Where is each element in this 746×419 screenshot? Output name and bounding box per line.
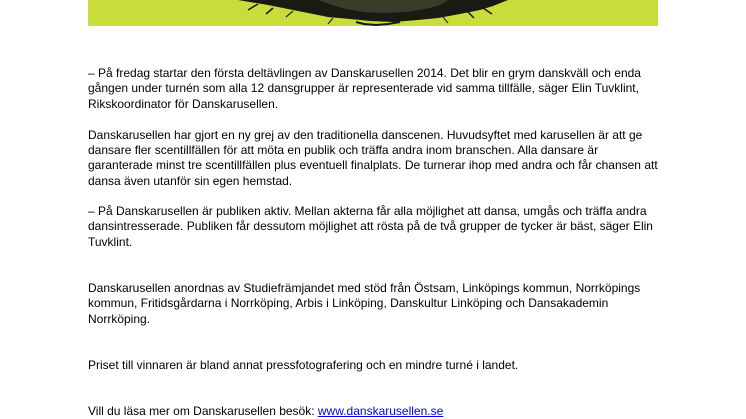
website-link[interactable]: www.danskarusellen.se — [317, 404, 444, 419]
read-more-text: Vill du läsa mer om Danskarusellen besök: — [88, 404, 318, 419]
paragraph-prize: Priset till vinnaren är bland annat pressfotografering och en mindre turné i landet. — [88, 357, 519, 372]
paragraph-organizers: Danskarusellen anordnas av Studiefrämjandet med stöd från Östsam, Linköpings kommun, Norrköpings kommun, Fritidsgårdarna i Norrköping, Arbis i Linköping, Danskultur Linköping och Dansakademin Norrköping. — [88, 280, 641, 326]
article-body — [88, 66, 660, 419]
paragraph-about: Danskarusellen har gjort en ny grej av den traditionella danscenen. Huvudsyftet med karusellen är att ge dansare fler scentillfällen för att möta en publik och träffa andra inom branschen. Alla dansare är garanterade minst tre scentillfällen plus eventuell finalplats. De turnerar ihop med andra och får chansen att dansa även utanför sin egen hemstad. — [88, 127, 658, 188]
paragraph-intro-quote: – På fredag startar den första deltävlingen av Danskarusellen 2014. Det blir en grym danskväll och enda gången under turnén som alla 12 dansgrupper är representerade vid samma tillfälle, säger Elin Tuvklint, Rikskoordinator för Danskarusellen. — [88, 66, 641, 111]
paragraph-read-more — [88, 404, 660, 419]
paragraph-audience-quote: – På Danskarusellen är publiken aktiv. Mellan akterna får alla möjlighet att dansa, umgås och träffa andra dansintresserade. Publiken får dessutom möjlighet att rösta på de två grupper de tycker är bäst, säger Elin Tuvklint. — [88, 204, 653, 249]
header-banner-image — [88, 0, 658, 26]
banner-graphic — [88, 0, 658, 26]
